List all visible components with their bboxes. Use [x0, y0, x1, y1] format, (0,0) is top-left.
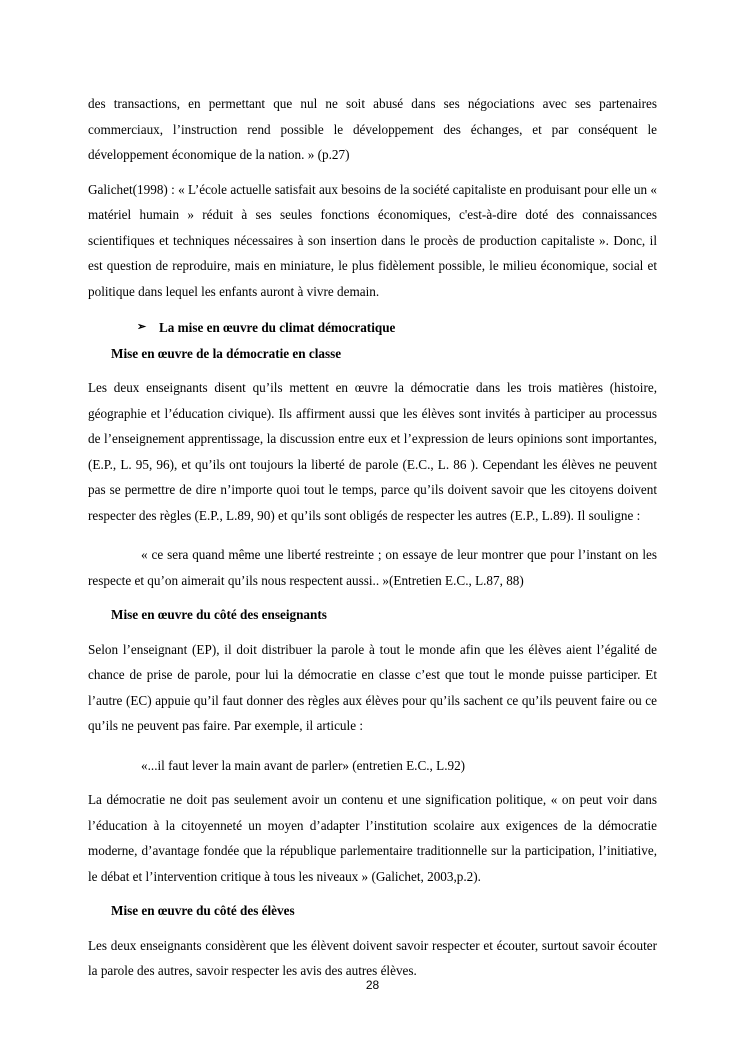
paragraph-teacher-ep: Selon l’enseignant (EP), il doit distribuer la parole à tout le monde afin que les élèves aient l’égalité de chance de prise de parole, pour lui la démocratie en classe c’est que tout le monde puisse participer. Et l’autre (EC) appuie qu’il faut donner des règles aux élèves pour qu’ils sachent ce qu’ils peuvent faire ou ce qu’ils ne peuvent pas faire. Par exemple, il articule : — [88, 641, 657, 733]
paragraph-two-teachers: Les deux enseignants disent qu’ils mettent en œuvre la démocratie dans les trois matières (histoire, géographie et l’éducation civique). Ils affirment aussi que les élèves sont invités à participer au processus de l’enseignement apprentissage, la discussion entre eux et l’expression de leurs opinions sont importantes, (E.P., L. 95, 96), et qu’ils ont toujours la liberté de parole (E.C., L. 86 ). Cependant les élèves ne peuvent pas se permettre de dire n’importe quoi tout le temps, parce qu’ils doivent savoir que les citoyens doivent respecter des règles (E.P., L.89, 90) et qu’ils sont obligés de respecter les autres (E.P., L.89). Il souligne : — [88, 380, 657, 523]
paragraph-students-respect: Les deux enseignants considèrent que les élèvent doivent savoir respecter et écouter, surtout savoir écouter la parole des autres, savoir respecter les avis des autres élèves. — [88, 937, 657, 978]
subheading-students-side: Mise en œuvre du côté des élèves — [111, 903, 295, 918]
subheading-democracy-in-class: Mise en œuvre de la démocratie en classe — [111, 345, 342, 361]
section-heading-text: La mise en œuvre du climat démocratique — [159, 320, 396, 335]
paragraph-democracy-content: La démocratie ne doit pas seulement avoir un contenu et une signification politique, « on peut voir dans l’éducation à la citoyenneté un moyen d’adapter l’institution scolaire aux exigences de la démocratie moderne, d’avantage fondée que la république parlementaire traditionnelle sur la participation, l’initiative, le débat et l’intervention critique à tous les niveaux » (Galichet, 2003,p.2). — [88, 792, 657, 884]
subheading-teachers-side: Mise en œuvre du côté des enseignants — [111, 607, 327, 622]
page-number: 28 — [365, 978, 380, 992]
paragraph-galichet-1998: Galichet(1998) : « L’école actuelle satisfait aux besoins de la société capitaliste en produisant pour elle un « matériel humain » réduit à ses seules fonctions économiques, c'est-à-dire doté des connaissances scientifiques et techniques nécessaires à son insertion dans le procès de production capitaliste ». Donc, il est question de reproduire, mais en miniature, le plus fidèlement possible, le milieu économique, social et politique dans lequel les enfants auront à vivre demain. — [88, 181, 657, 299]
document-page — [88, 91, 657, 984]
quote-interview-ec-87: « ce sera quand même une liberté restreinte ; on essaye de leur montrer que pour l’instant on les respecte et qu’on aimerait qu’ils nous respectent aussi.. »(Entretien E.C., L.87, 88) — [88, 547, 657, 588]
paragraph-intro-continuation: des transactions, en permettant que nul ne soit abusé dans ses négociations avec ses partenaires commerciaux, l’instruction rend possible le développement des échanges, et par conséquent le développement économique de la nation. » (p.27) — [88, 96, 657, 162]
section-heading — [137, 315, 657, 341]
arrow-bullet-icon: ➢ — [137, 321, 147, 333]
quote-interview-ec-92: «...il faut lever la main avant de parler» (entretien E.C., L.92) — [141, 757, 466, 773]
